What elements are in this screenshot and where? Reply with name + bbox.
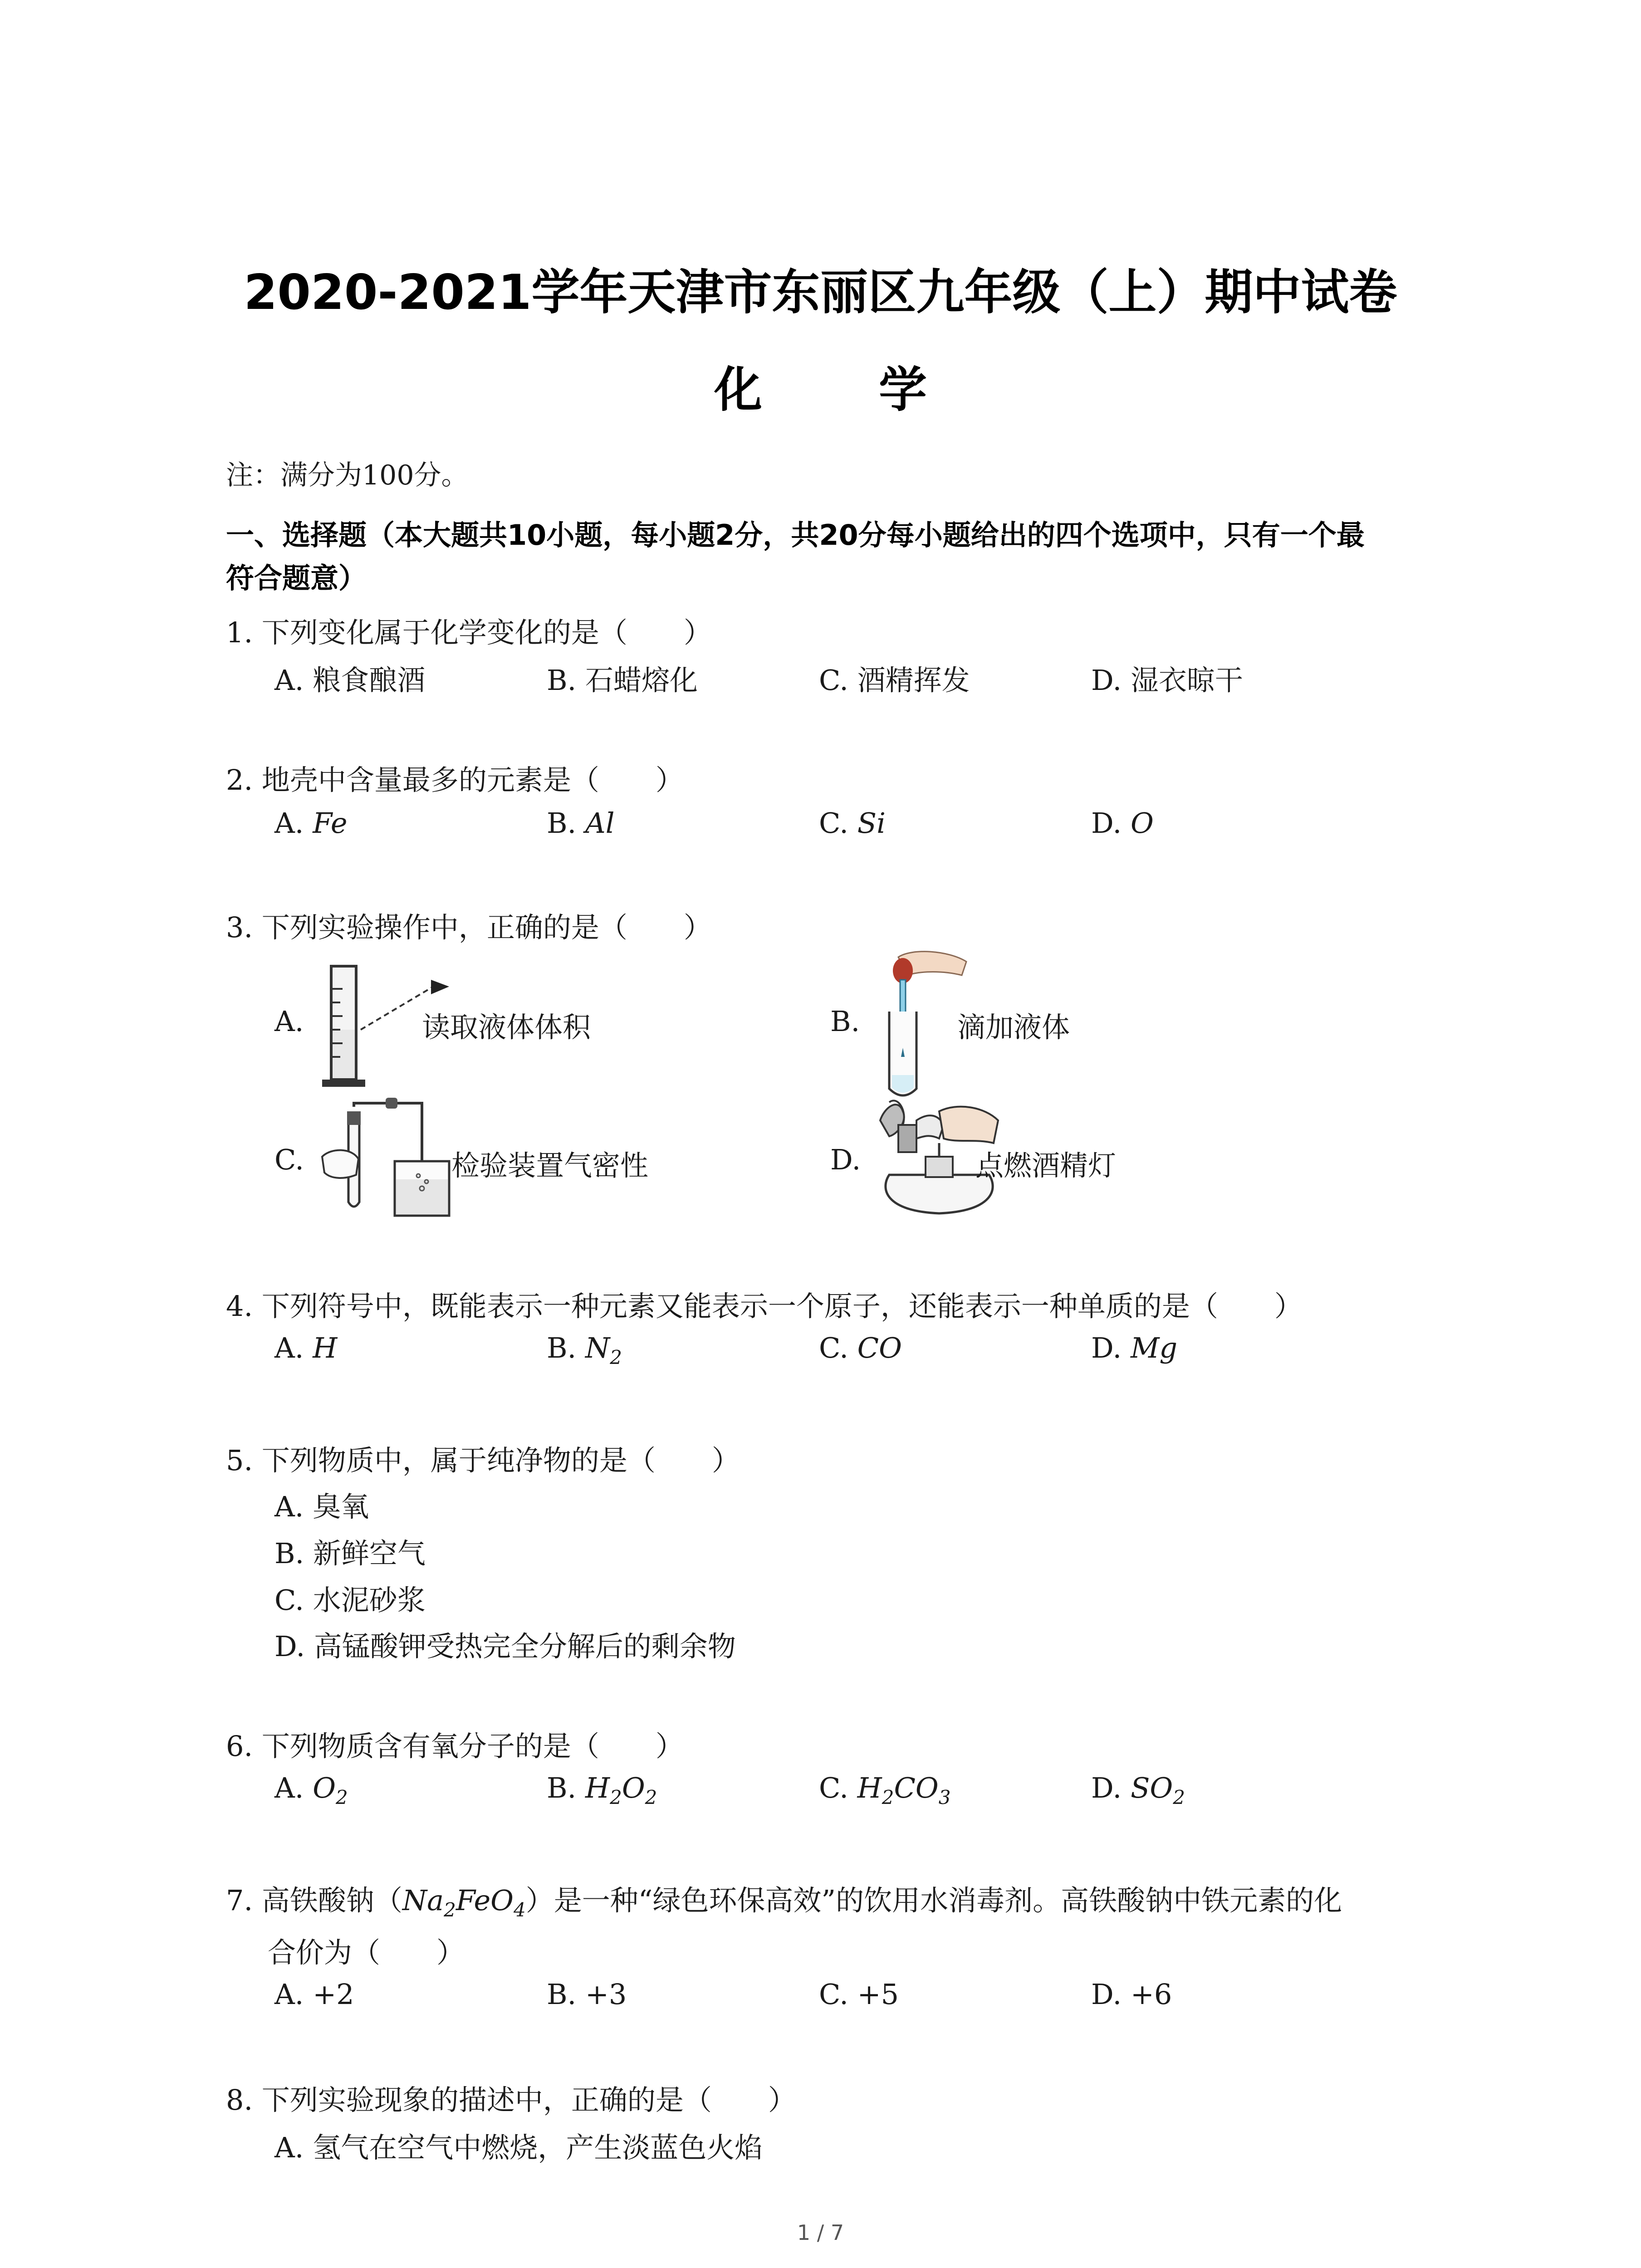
q3-option-d-label: D.: [830, 1143, 861, 1176]
q5-option-d: D. 高锰酸钾受热完全分解后的剩余物: [274, 1630, 736, 1663]
question-4-stem: 4. 下列符号中，既能表示一种元素又能表示一个原子，还能表示一种单质的是（ ）: [226, 1290, 1303, 1323]
question-2-stem: 2. 地壳中含量最多的元素是（ ）: [226, 763, 684, 797]
q4-option-c: C. CO: [819, 1331, 902, 1364]
q3-option-b-text: 滴加液体: [957, 1011, 1070, 1044]
q1-option-a: A. 粮食酿酒: [274, 664, 426, 697]
question-5-stem: 5. 下列物质中，属于纯净物的是（ ）: [226, 1444, 740, 1477]
q2-option-d: D. O: [1091, 807, 1154, 840]
score-note: 注：满分为100分。: [226, 459, 469, 491]
q2-option-b: B. Al: [547, 807, 615, 840]
question-7-stem: 7. 高铁酸钠$(Na_2FeO_4)$是一种“绿色环保高效”的饮用水消毒剂。高铁酸钠中铁元素的化: [226, 1884, 1342, 1921]
q3-option-c-label: C.: [274, 1143, 304, 1176]
q7-option-a: A. +2: [274, 1978, 354, 2011]
q1-option-b: B. 石蜡熔化: [547, 664, 698, 697]
q5-option-c: C. 水泥砂浆: [274, 1584, 426, 1617]
q1-option-c: C. 酒精挥发: [819, 664, 970, 697]
page-number: 1 / 7: [797, 2220, 844, 2245]
q3-option-a-label: A.: [274, 1005, 304, 1038]
q6-option-c: C. $H_2CO_3$: [819, 1771, 951, 1809]
q4-option-a: A. H: [274, 1331, 338, 1364]
q3-option-b-label: B.: [830, 1005, 860, 1038]
q5-option-b: B. 新鲜空气: [274, 1537, 426, 1570]
question-3-stem: 3. 下列实验操作中，正确的是（ ）: [226, 911, 712, 944]
question-8-stem: 8. 下列实验现象的描述中，正确的是（ ）: [226, 2083, 796, 2116]
document-title: 2020-2021学年天津市东丽区九年级（上）期中试卷: [244, 264, 1397, 320]
question-7-stem-cont: 合价为（ ）: [268, 1936, 465, 1969]
question-6-stem: 6. 下列物质含有氧分子的是（ ）: [226, 1730, 684, 1763]
q4-option-d: D. Mg: [1091, 1331, 1178, 1364]
q6-option-a: A. $O_2$: [274, 1771, 348, 1809]
q3-option-a-text: 读取液体体积: [422, 1011, 591, 1044]
q7-option-b: B. +3: [547, 1978, 627, 2011]
q7-option-c: C. +5: [819, 1978, 899, 2011]
q6-option-d: D. $SO_2$: [1091, 1771, 1185, 1809]
section-heading: 一、选择题（本大题共10小题，每小题2分，共20分每小题给出的四个选项中，只有一个最: [226, 518, 1365, 552]
q4-option-b: B. $N_2$: [547, 1331, 622, 1369]
q2-option-c: C. Si: [819, 807, 886, 840]
question-1-stem: 1. 下列变化属于化学变化的是（ ）: [226, 616, 712, 649]
q3-option-c-text: 检验装置气密性: [451, 1149, 649, 1182]
q3-option-d-text: 点燃酒精灯: [975, 1149, 1117, 1182]
airtightness-test-image: [313, 1098, 458, 1220]
q1-option-d: D. 湿衣晾干: [1091, 664, 1243, 697]
q8-option-a: A. 氢气在空气中燃烧，产生淡蓝色火焰: [274, 2131, 763, 2164]
q7-option-d: D. +6: [1091, 1978, 1172, 2011]
q6-option-b: B. $H_2O_2$: [547, 1771, 657, 1809]
subject-title: 化 学: [714, 362, 977, 418]
section-heading-cont: 符合题意）: [226, 562, 367, 595]
q5-option-a: A. 臭氧: [274, 1490, 369, 1523]
q2-option-a: A. Fe: [274, 807, 348, 840]
